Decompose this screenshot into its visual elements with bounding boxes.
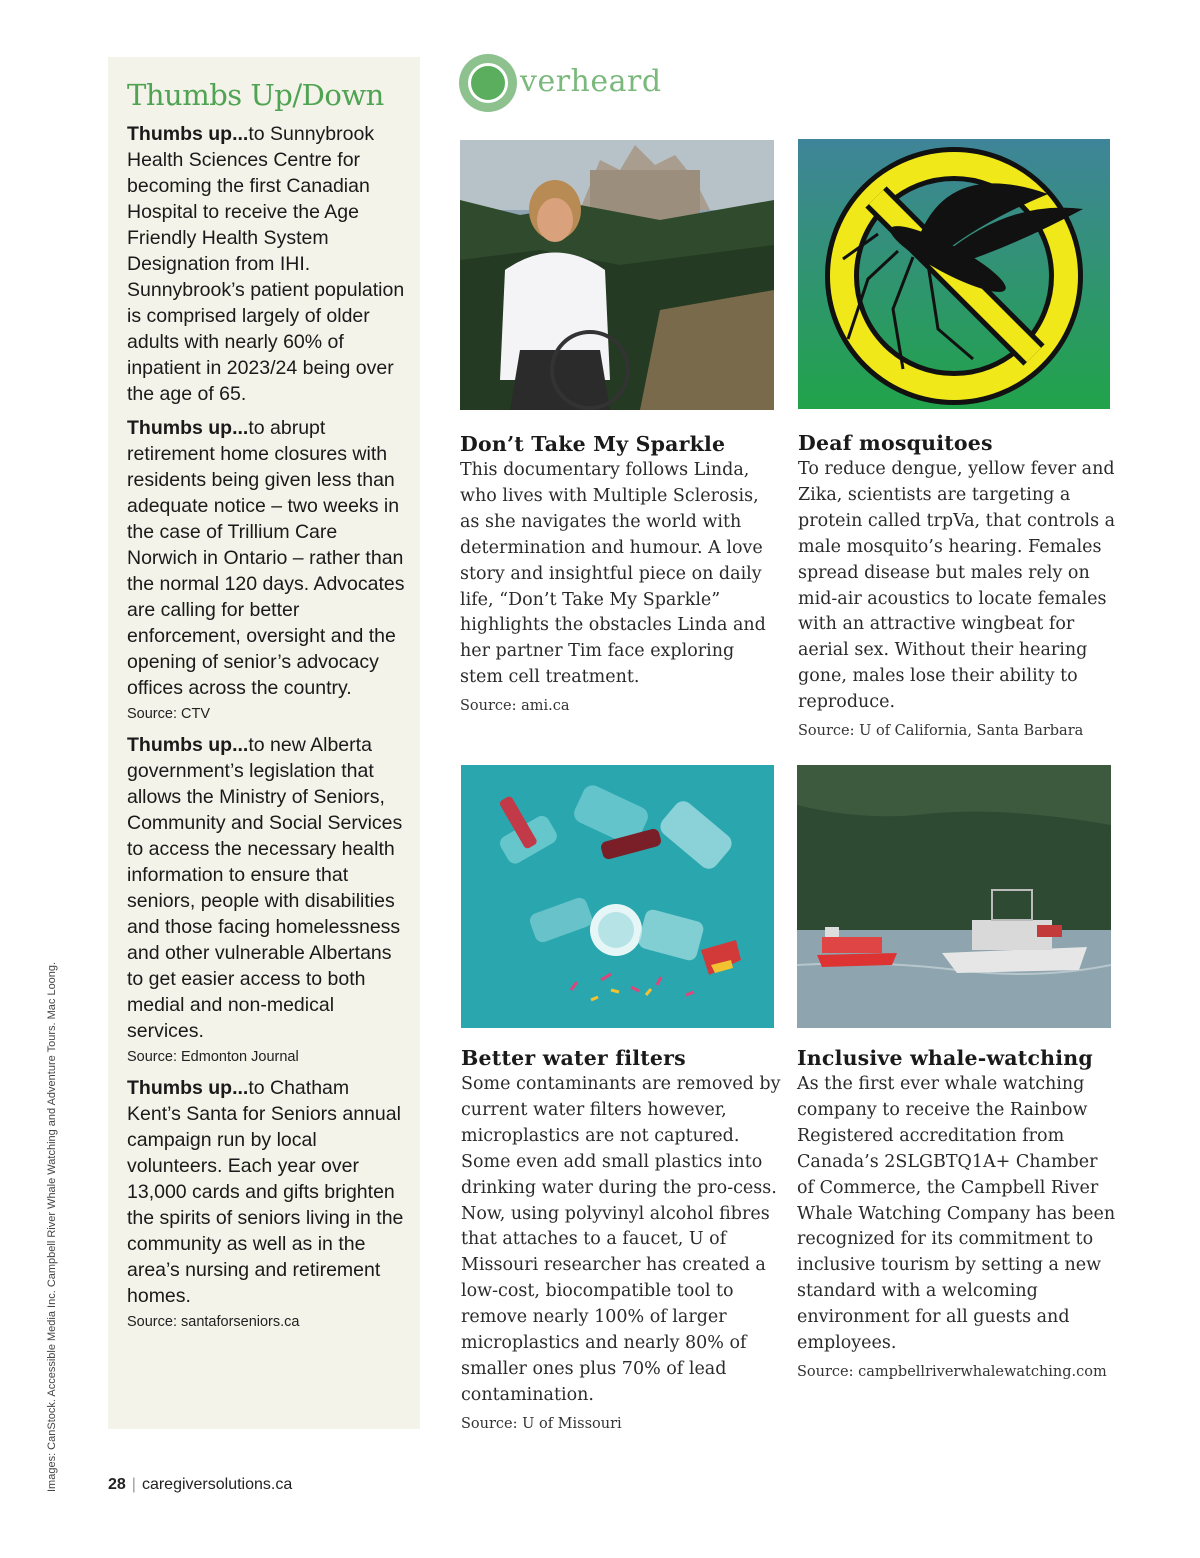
article-mosquitoes bbox=[798, 139, 1118, 742]
article-body: Some contaminants are removed by current water filters however, microplastics are not captured. Some even add small plastics into drinking water during the pro-cess. Now, using polyvinyl alcohol fibres that attaches to a faucet, U of Missouri researcher has created a low-cost, biocompatible tool to remove nearly 100% of larger microplastics and nearly 80% of smaller ones plus 70% of lead contamination. bbox=[461, 1074, 781, 1405]
article-title: Don’t Take My Sparkle bbox=[460, 432, 726, 456]
thumbs-lead: Thumbs up... bbox=[127, 123, 249, 145]
thumbs-item bbox=[127, 732, 408, 1067]
article-water-filters bbox=[461, 765, 781, 1435]
thumbs-text: to Chatham Kent’s Santa for Seniors annual campaign run by local volunteers. Each year over 13,000 cards and gifts brighten the spirits of seniors living in the community as well as in the area’s nursing and retirement homes. bbox=[127, 1077, 404, 1307]
article-sparkle bbox=[460, 140, 780, 717]
article-body: To reduce dengue, yellow fever and Zika, scientists are targeting a protein called trpVa, that controls a male mosquito’s hearing. Females spread disease but males rely on mid-air acoustics to locate females with an attractive wingbeat for aerial sex. Without their hearing gone, males lose their ability to reproduce. bbox=[798, 459, 1116, 713]
image-credits: Images: CanStock. Accessible Media Inc. Campbell River Whale Watching and Adventure Tours. Mac Loong. bbox=[46, 961, 58, 1492]
thumbs-source: Source: CTV bbox=[127, 706, 210, 722]
article-source: Source: ami.ca bbox=[460, 698, 570, 715]
sidebar-title: Thumbs Up/Down bbox=[127, 78, 384, 112]
thumbs-lead: Thumbs up... bbox=[127, 417, 249, 439]
thumbs-lead: Thumbs up... bbox=[127, 734, 249, 756]
article-source: Source: U of California, Santa Barbara bbox=[798, 723, 1084, 740]
article-body: As the first ever whale watching company to receive the Rainbow Registered accreditation from Canada’s 2SLGBTQ1A+ Chamber of Commerce, the Campbell River Whale Watching Company has been recognized for its commitment to inclusive tourism by setting a new standard with a welcoming environment for all guests and employees. bbox=[797, 1074, 1116, 1354]
article-title: Inclusive whale-watching bbox=[797, 1046, 1093, 1070]
article-title: Deaf mosquitoes bbox=[798, 431, 993, 455]
thumbs-text: to abrupt retirement home closures with residents being given less than adequate notice – two weeks in the case of Trillium Care Norwich in Ontario – rather than the normal 120 days. Advocates are calling for better enforcement, oversight and the opening of senior’s advocacy offices across the country. bbox=[127, 417, 405, 699]
thumbs-lead: Thumbs up... bbox=[127, 1077, 249, 1099]
article-whale-watching bbox=[797, 765, 1117, 1383]
article-source: Source: U of Missouri bbox=[461, 1415, 622, 1432]
overheard-label: verheard bbox=[520, 63, 662, 99]
site-url[interactable]: caregiversolutions.ca bbox=[141, 1476, 293, 1493]
thumbs-sidebar bbox=[108, 57, 420, 1429]
page-number: 28 bbox=[108, 1476, 126, 1493]
thumbs-item bbox=[127, 1075, 408, 1332]
overheard-header bbox=[459, 53, 662, 113]
article-title: Better water filters bbox=[461, 1046, 686, 1070]
footer-divider: | bbox=[131, 1476, 136, 1493]
no-mosquito-graphic bbox=[798, 139, 1112, 409]
microplastics-illustration bbox=[461, 765, 775, 1028]
thumbs-item bbox=[127, 121, 408, 407]
sparkle-photo bbox=[460, 140, 774, 410]
thumbs-source: Source: santaforseniors.ca bbox=[127, 1314, 300, 1330]
thumbs-source: Source: Edmonton Journal bbox=[127, 1049, 299, 1065]
article-source: Source: campbellriverwhalewatching.com bbox=[797, 1363, 1107, 1380]
thumbs-item bbox=[127, 415, 408, 724]
whale-boat-photo bbox=[797, 765, 1111, 1028]
article-body: This documentary follows Linda, who lives with Multiple Sclerosis, as she navigates the world with determination and humour. A love story and insightful piece on daily life, “Don’t Take My Sparkle” highlights the obstacles Linda and her partner Tim face exploring stem cell treatment. bbox=[460, 460, 766, 688]
overheard-o-icon bbox=[459, 54, 517, 112]
thumbs-text: to new Alberta government’s legislation that allows the Ministry of Seniors, Community and Social Services to access the necessary health information to ensure that seniors, people with disabilities and those facing homelessness and other vulnerable Albertans to get easier access to both medial and non-medical services. bbox=[127, 734, 403, 1042]
thumbs-text: to Sunnybrook Health Sciences Centre for becoming the first Canadian Hospital to receive the Age Friendly Health System Designation from IHI. Sunnybrook’s patient population is comprised largely of older adults with nearly 60% of inpatient in 2023/24 being over the age of 65. bbox=[127, 123, 405, 405]
page-footer bbox=[108, 1476, 292, 1494]
